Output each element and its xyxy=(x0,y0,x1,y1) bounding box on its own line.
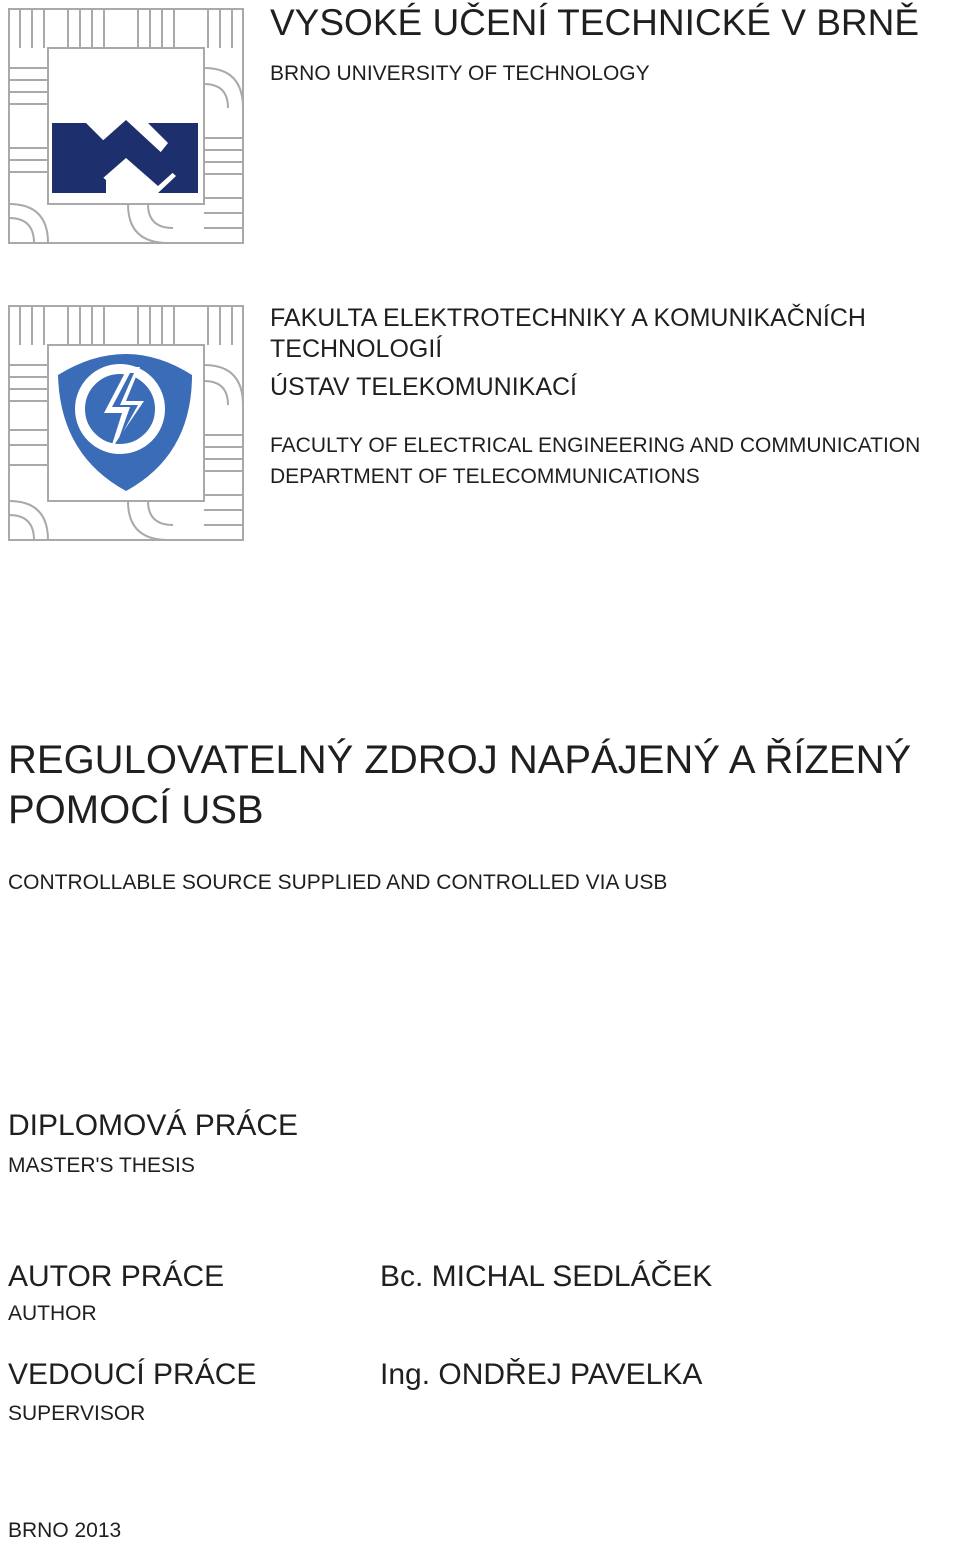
supervisor-name: Ing. ONDŘEJ PAVELKA xyxy=(380,1358,703,1391)
thesis-type-en: MASTER'S THESIS xyxy=(8,1154,195,1177)
author-label-en: AUTHOR xyxy=(8,1302,97,1325)
department-name-cz: ÚSTAV TELEKOMUNIKACÍ xyxy=(270,373,578,401)
university-name-en: BRNO UNIVERSITY OF TECHNOLOGY xyxy=(270,62,650,85)
thesis-type-cz: DIPLOMOVÁ PRÁCE xyxy=(8,1109,299,1142)
vut-logo-icon xyxy=(8,8,244,244)
fekt-lightning-shield-icon xyxy=(8,305,244,541)
thesis-title-cz-line2: POMOCÍ USB xyxy=(8,788,264,832)
faculty-name-cz-line1: FAKULTA ELEKTROTECHNIKY A KOMUNIKAČNÍCH xyxy=(270,304,866,332)
thesis-title-cz-line1: REGULOVATELNÝ ZDROJ NAPÁJENÝ A ŘÍZENÝ xyxy=(8,738,912,782)
faculty-name-en: FACULTY OF ELECTRICAL ENGINEERING AND COMMUNICATION xyxy=(270,434,921,457)
university-name-cz: VYSOKÉ UČENÍ TECHNICKÉ V BRNĚ xyxy=(270,2,920,43)
faculty-name-cz-line2: TECHNOLOGIÍ xyxy=(270,335,443,363)
supervisor-label-en: SUPERVISOR xyxy=(8,1402,146,1425)
city-year: BRNO 2013 xyxy=(8,1519,122,1542)
department-name-en: DEPARTMENT OF TELECOMMUNICATIONS xyxy=(270,465,700,488)
author-label-cz: AUTOR PRÁCE xyxy=(8,1260,225,1293)
supervisor-label-cz: VEDOUCÍ PRÁCE xyxy=(8,1358,257,1391)
thesis-title-en: CONTROLLABLE SOURCE SUPPLIED AND CONTROLLED VIA USB xyxy=(8,871,668,894)
author-name: Bc. MICHAL SEDLÁČEK xyxy=(380,1260,713,1293)
